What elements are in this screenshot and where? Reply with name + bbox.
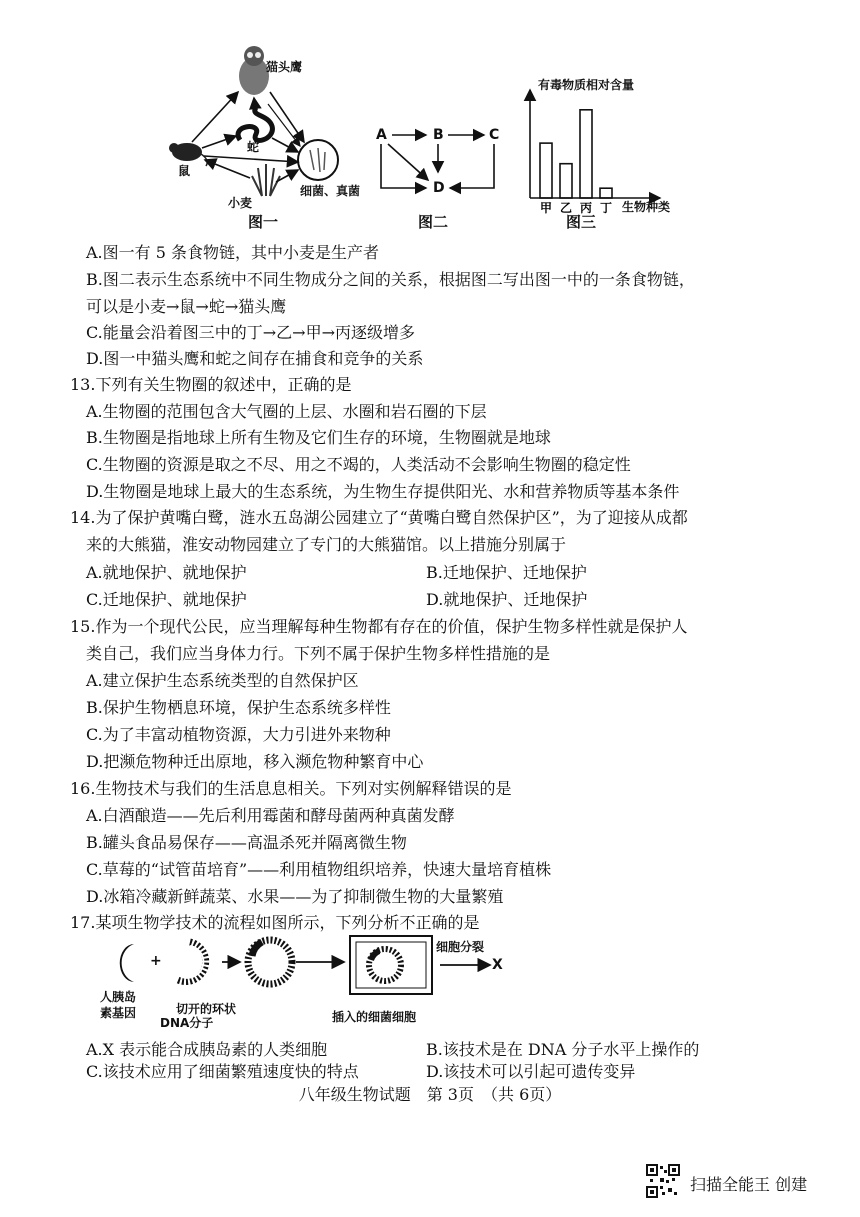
q15-option-d: D.把濒危物种迁出原地，移入濒危物种繁育中心 bbox=[86, 752, 424, 771]
q17-x-label: X bbox=[492, 957, 503, 973]
q17-gene-label-2: 素基因 bbox=[100, 1006, 137, 1020]
q15-option-a: A.建立保护生态系统类型的自然保护区 bbox=[86, 671, 359, 690]
bar-2 bbox=[580, 110, 592, 198]
node-d: D bbox=[433, 180, 445, 196]
category-label-3: 丁 bbox=[599, 201, 613, 215]
fig3-ylabel: 有毒物质相对含量 bbox=[538, 78, 635, 92]
q17-gene-label-1: 人胰岛 bbox=[100, 990, 137, 1004]
q13-option-a: A.生物圈的范围包含大气圈的上层、水圈和岩石圈的下层 bbox=[86, 402, 487, 421]
q12-option-b-line2: 可以是小麦→鼠→蛇→猫头鹰 bbox=[86, 297, 287, 316]
q13-option-b: B.生物圈是指地球上所有生物及它们生存的环境，生物圈就是地球 bbox=[86, 428, 551, 447]
category-label-2: 丙 bbox=[579, 201, 593, 215]
q14-option-b: B.迁地保护、迁地保护 bbox=[426, 563, 587, 582]
bar-3 bbox=[600, 188, 612, 198]
fig1-caption: 图一 bbox=[248, 213, 279, 231]
label-mouse: 鼠 bbox=[178, 164, 191, 178]
q16-option-a: A.白酒酿造——先后利用霉菌和酵母菌两种真菌发酵 bbox=[86, 806, 455, 825]
node-a: A bbox=[376, 127, 387, 143]
fig3-caption: 图三 bbox=[566, 213, 597, 231]
fig1-food-web bbox=[169, 46, 338, 196]
fig3-bar-chart bbox=[530, 90, 660, 215]
q12-option-c: C.能量会沿着图三中的丁→乙→甲→丙逐级增多 bbox=[86, 323, 415, 342]
category-label-1: 乙 bbox=[559, 201, 573, 215]
bar-0 bbox=[540, 143, 552, 198]
category-label-0: 甲 bbox=[539, 201, 553, 215]
q17-option-a: A.X 表示能合成胰岛素的人类细胞 bbox=[86, 1040, 328, 1059]
q17-stem: 17.某项生物学技术的流程如图所示，下列分析不正确的是 bbox=[70, 913, 480, 932]
q15-stem-line1: 15.作为一个现代公民，应当理解每种生物都有存在的价值，保护生物多样性就是保护人 bbox=[70, 617, 688, 636]
q17-division-label: 细胞分裂 bbox=[436, 940, 485, 954]
wheat-icon bbox=[252, 164, 280, 196]
q14-option-a: A.就地保护、就地保护 bbox=[86, 563, 247, 582]
scanner-watermark bbox=[646, 1164, 846, 1200]
q15-option-b: B.保护生物栖息环境，保护生态系统多样性 bbox=[86, 698, 391, 717]
q12-option-a: A.图一有 5 条食物链，其中小麦是生产者 bbox=[86, 243, 379, 262]
recombinant-plasmid-icon bbox=[248, 940, 292, 984]
q17-plus: + bbox=[150, 953, 162, 969]
q17-option-c: C.该技术应用了细菌繁殖速度快的特点 bbox=[86, 1062, 359, 1081]
figures-row bbox=[0, 0, 860, 240]
fig3-xlabel: 生物种类 bbox=[622, 200, 671, 214]
qr-code-icon bbox=[646, 1164, 680, 1198]
fig2-caption: 图二 bbox=[418, 213, 449, 231]
q16-option-d: D.冰箱冷藏新鲜蔬菜、水果——为了抑制微生物的大量繁殖 bbox=[86, 887, 504, 906]
q15-stem-line2: 类自己，我们应当身体力行。下列不属于保护生物多样性措施的是 bbox=[86, 644, 551, 663]
q17-dna-label-2: DNA分子 bbox=[160, 1016, 214, 1030]
q12-option-d: D.图一中猫头鹰和蛇之间存在捕食和竞争的关系 bbox=[86, 349, 424, 368]
gene-fragment-icon bbox=[120, 944, 134, 982]
mouse-icon bbox=[169, 143, 207, 166]
q13-option-c: C.生物圈的资源是取之不尽、用之不竭的，人类活动不会影响生物圈的稳定性 bbox=[86, 455, 631, 474]
watermark-text: 扫描全能王 创建 bbox=[690, 1175, 808, 1194]
q17-cell-label: 插入的细菌细胞 bbox=[332, 1010, 417, 1024]
q17-option-d: D.该技术可以引起可遗传变异 bbox=[426, 1062, 636, 1081]
q17-dna-label-1: 切开的环状 bbox=[176, 1002, 237, 1016]
label-snake: 蛇 bbox=[247, 140, 260, 154]
label-decomposer: 细菌、真菌 bbox=[300, 184, 361, 198]
cut-plasmid-icon bbox=[178, 942, 206, 982]
q16-option-c: C.草莓的“试管苗培育”——利用植物组织培养，快速大量培育植株 bbox=[86, 860, 552, 879]
page-footer: 八年级生物试题 第 3页 （共 6页） bbox=[298, 1085, 562, 1104]
q14-stem-line2: 来的大熊猫，淮安动物园建立了专门的大熊猫馆。以上措施分别属于 bbox=[86, 535, 567, 554]
node-b: B bbox=[433, 127, 444, 143]
q17-drawing bbox=[0, 930, 860, 1040]
q16-stem: 16.生物技术与我们的生活息息相关。下列对实例解释错误的是 bbox=[70, 779, 512, 798]
q13-stem: 13.下列有关生物圈的叙述中，正确的是 bbox=[70, 375, 352, 394]
node-c: C bbox=[489, 127, 500, 143]
q13-option-d: D.生物圈是地球上最大的生态系统，为生物生存提供阳光、水和营养物质等基本条件 bbox=[86, 482, 680, 501]
label-owl: 猫头鹰 bbox=[266, 60, 303, 74]
q16-option-b: B.罐头食品易保存——高温杀死并隔离微生物 bbox=[86, 833, 407, 852]
q14-stem-line1: 14.为了保护黄嘴白鹭，涟水五岛湖公园建立了“黄嘴白鹭自然保护区”，为了迎接从成都 bbox=[70, 508, 688, 527]
q14-option-d: D.就地保护、迁地保护 bbox=[426, 590, 588, 609]
q12-option-b-line1: B.图二表示生态系统中不同生物成分之间的关系，根据图二写出图一中的一条食物链， bbox=[86, 270, 695, 289]
owl-icon bbox=[239, 46, 269, 95]
figures-drawing bbox=[0, 0, 860, 240]
q17-figure bbox=[0, 930, 860, 1040]
bar-1 bbox=[560, 164, 572, 198]
q15-option-c: C.为了丰富动植物资源，大力引进外来物种 bbox=[86, 725, 391, 744]
bacterial-cell-icon bbox=[350, 936, 432, 994]
q17-option-b: B.该技术是在 DNA 分子水平上操作的 bbox=[426, 1040, 700, 1059]
decomposer-icon bbox=[298, 140, 338, 180]
q14-option-c: C.迁地保护、就地保护 bbox=[86, 590, 247, 609]
label-wheat: 小麦 bbox=[228, 196, 253, 210]
